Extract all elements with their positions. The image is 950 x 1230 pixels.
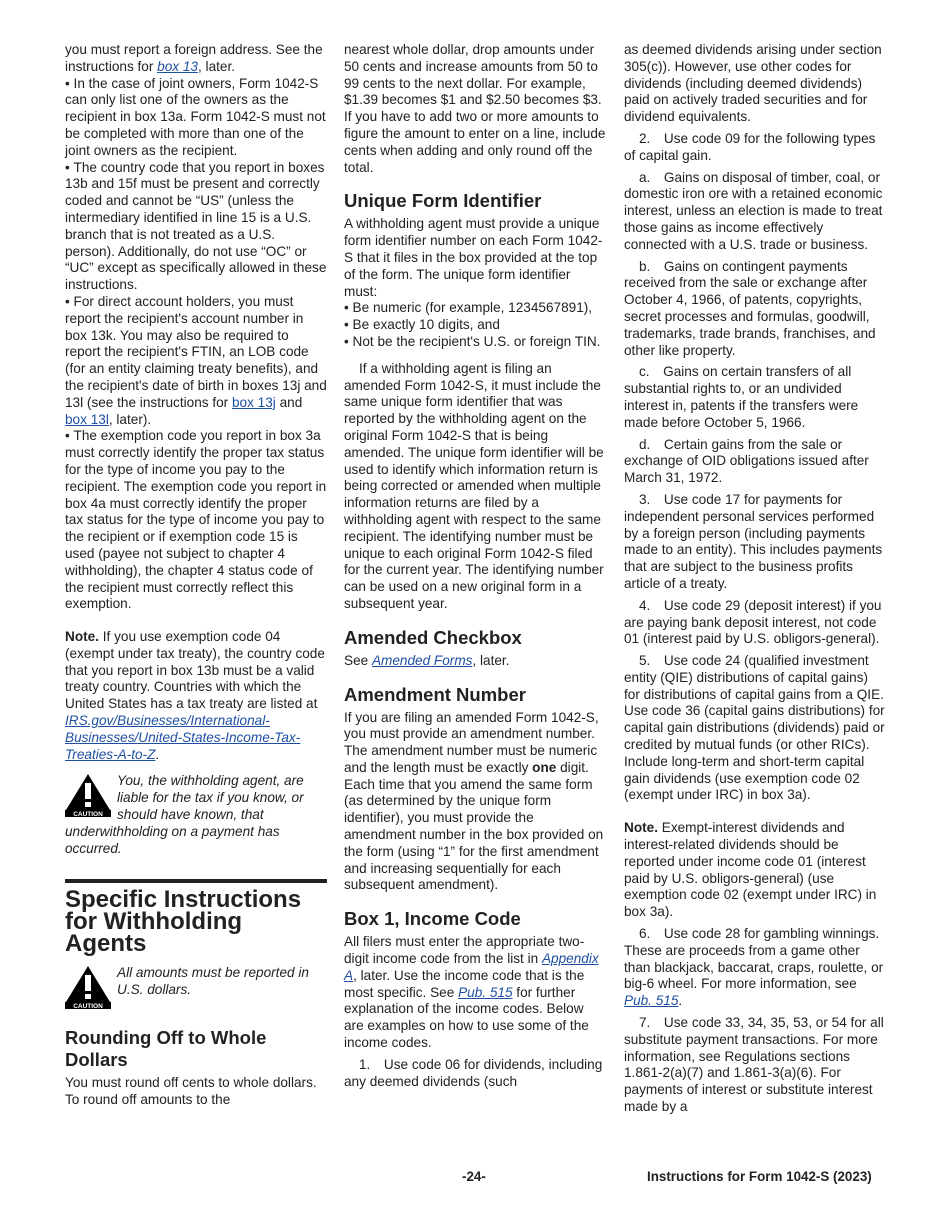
list-item: 6. Use code 28 for gambling winnings. These are proceeds from a game other than blackjack, baccarat, craps, roulette, or big-6 wheel. For more information, see Pub. 515.	[624, 926, 884, 1009]
section-title: Specific Instructions for Withholding Agents	[65, 886, 302, 958]
list-item: • Be numeric (for example, 1234567891),	[344, 300, 606, 317]
section-divider	[65, 879, 327, 958]
heading-unique-form-identifier: Unique Form Identifier	[344, 190, 542, 212]
pub-515-link[interactable]: Pub. 515	[458, 984, 513, 1000]
list-item: 4. Use code 29 (deposit interest) if you are paying bank deposit interest, not code 01 (interest paid by U.S. obligors-general).	[624, 597, 882, 647]
bullet-country-code: • The country code that you report in boxes 13b and 15f must be present and correctly coded and cannot be “US” (unless the intermediary identified in line 15 is a U.S. branch that is not treated as a U.S. person). Additionally, do not use “OC” or “UC” except as specifically allowed in these instructions.	[65, 160, 327, 294]
appendix-a-link[interactable]: Appendix A	[344, 951, 599, 983]
bullet-exemption-code: • The exemption code you report in box 3a must correctly identify the proper tax status for the type of income you pay to the recipient. The exemption code you report in box 4a must correctly identify the proper tax status for the type of income you pay to the recipient or if exemption code 15 is used (payee not subject to chapter 4 withholding), the chapter 4 status code of the recipient must correctly reflect this exemption.	[65, 428, 327, 613]
caution-box-liability: CAUTION You, the withholding agent, are liable for the tax if you know, or should have known, that underwithholding on a payment has occurred.	[65, 773, 304, 856]
heading-amendment-number: Amendment Number	[344, 683, 526, 705]
pub-515-link[interactable]: Pub. 515	[624, 993, 679, 1009]
list-item: • Be exactly 10 digits, and	[344, 317, 606, 334]
note-paragraph: Note. If you use exemption code 04 (exempt under tax treaty), the country code that you report in box 13b must be a valid treaty country. Countries with which the United States has a tax treaty are listed at IRS.gov/Businesses/International-Businesses/United-States-Income-Tax-Treaties-A-to-Z.	[65, 629, 325, 762]
heading-box-1: Box 1, Income Code	[344, 908, 521, 930]
paragraph: If a withholding agent is filing an amended Form 1042-S, it must include the same unique form identifier that was reported by the withholding agent on the original Form 1042-S that is being amended. The unique form identifier will be used to identify which information return is being corrected or amended when multiple information returns are filed by a withholding agent with respect to the same recipient. The identifying number must be unique to each original Form 1042-S filed for the current year. The identifying number can be used on a new original form in a subsequent year.	[344, 360, 604, 611]
box-13l-link[interactable]: box 13l	[65, 411, 109, 427]
page-number: -24-	[462, 1169, 486, 1184]
paragraph: All filers must enter the appropriate two-digit income code from the list in Appendix A, later. Use the income code that is the most specific. See Pub. 515 for further explanation of the income codes. Below are examples on how to use some of the income codes.	[344, 934, 599, 1051]
caution-icon	[65, 965, 111, 1009]
bullet-joint-owners: • In the case of joint owners, Form 1042-S can only list one of the owners as the recipient in box 13a. Form 1042-S must not be completed with more than one of the joint owners as the recipient.	[65, 76, 327, 160]
paragraph: If you are filing an amended Form 1042-S, you must provide an amendment number. The amendment number must be numeric and the length must be exactly one digit. Each time that you amend the same form (as determined by the unique form identifier), you must provide the amendment number in the box provided on the form (using “1” for the first amendment and increasing sequentially for each subsequent amendment).	[344, 709, 604, 893]
list-item: 1. Use code 06 for dividends, including any deemed dividends (such	[344, 1056, 603, 1089]
box-13-link[interactable]: box 13	[157, 58, 198, 74]
list-item: d. Certain gains from the sale or exchange of OID obligations issued after March 31, 1972.	[624, 436, 869, 486]
amended-forms-link[interactable]: Amended Forms	[371, 652, 473, 668]
svg-text:CAUTION: CAUTION	[73, 811, 103, 818]
list-item: 3. Use code 17 for payments for independent personal services performed by a foreign person (including payments made to an entity). This includes payments that are subject to the business profits article of a treaty.	[624, 491, 883, 591]
caution-box-dollars: CAUTION All amounts must be reported in U.S. dollars.	[65, 965, 327, 1011]
caution-icon	[65, 773, 111, 817]
paragraph: as deemed dividends arising under section 305(c)). However, use other codes for dividends (including deemed dividends) paid on actively traded securities and for dividend equivalents.	[624, 42, 882, 125]
list-item: • Not be the recipient's U.S. or foreign TIN.	[344, 334, 606, 351]
box-13j-link[interactable]: box 13j	[231, 394, 276, 410]
list-item: 2. Use code 09 for the following types of capital gain.	[624, 130, 876, 163]
column-2	[344, 42, 606, 1090]
note-paragraph: Note. Exempt-interest dividends and interest-related dividends should be reported under income code 01 (interest paid by U.S. obligors-general) (use exemption code 02 (exempt under IRC) in box 3a).	[624, 820, 877, 920]
heading-rounding: Rounding Off to Whole Dollars	[65, 1027, 267, 1071]
paragraph: you must report a foreign address. See the instructions for box 13, later.	[65, 42, 323, 74]
list-item: a. Gains on disposal of timber, coal, or domestic iron ore with a retained economic interest, unless an election is made to treat those gains as income effectively connected with a U.S. trade or business.	[624, 169, 883, 252]
list-item: 5. Use code 24 (qualified investment entity (QIE) distributions of capital gains) for distributions of capital gains from a QIE. Use code 36 (capital gains distributions) for capital gain distributions (dividends) paid or credited by mutual funds (or other RICs). Include long-term and short-term capital gain dividends (use exemption code 02 (exempt under IRC) in box 3a).	[624, 653, 885, 803]
paragraph: See Amended Forms, later.	[344, 652, 510, 668]
list-item: c. Gains on certain transfers of all substantial rights to, or an undivided interest in, patents if the transfers were made before October 5, 1966.	[624, 364, 859, 430]
bullet-direct-account: • For direct account holders, you must report the recipient's account number in box 13k. You may also be required to report the recipient's FTIN, an LOB code (for an entity claiming treaty benefits), and the recipient's date of birth in boxes 13j and 13l (see the instructions for box 13j and box 13l, later).	[65, 294, 327, 428]
svg-text:CAUTION: CAUTION	[73, 1003, 103, 1010]
paragraph: nearest whole dollar, drop amounts under 50 cents and increase amounts from 50 to 99 cents to the next dollar. For example, $1.39 becomes $1 and $2.50 becomes $3. If you have to add two or more amounts to figure the amount to enter on a line, include cents when adding and only round off the total.	[344, 42, 606, 175]
tax-treaties-link[interactable]: IRS.gov/Businesses/International-Businesses/United-States-Income-Tax-Treaties-A-to-Z	[65, 713, 301, 762]
heading-amended-checkbox: Amended Checkbox	[344, 626, 522, 648]
paragraph: A withholding agent must provide a unique form identifier number on each Form 1042-S that it files in the box provided at the top of the form. The unique form identifier must:	[344, 216, 603, 299]
document-title: Instructions for Form 1042-S (2023)	[647, 1169, 872, 1184]
column-3	[624, 42, 886, 1116]
list-item: b. Gains on contingent payments received from the sale or exchange after October 4, 1966, of patents, copyrights, secret processes and formulas, goodwill, trademarks, trade brands, franchises, and other like property.	[624, 258, 876, 358]
paragraph: You must round off cents to whole dollars. To round off amounts to the	[65, 1075, 317, 1108]
column-1	[65, 42, 327, 1109]
list-item: 7. Use code 33, 34, 35, 53, or 54 for all substitute payment transactions. For more information, see Regulations sections 1.861-2(a)(7) and 1.861-3(a)(6). For payments of interest or substitute interest made by a	[624, 1015, 884, 1115]
